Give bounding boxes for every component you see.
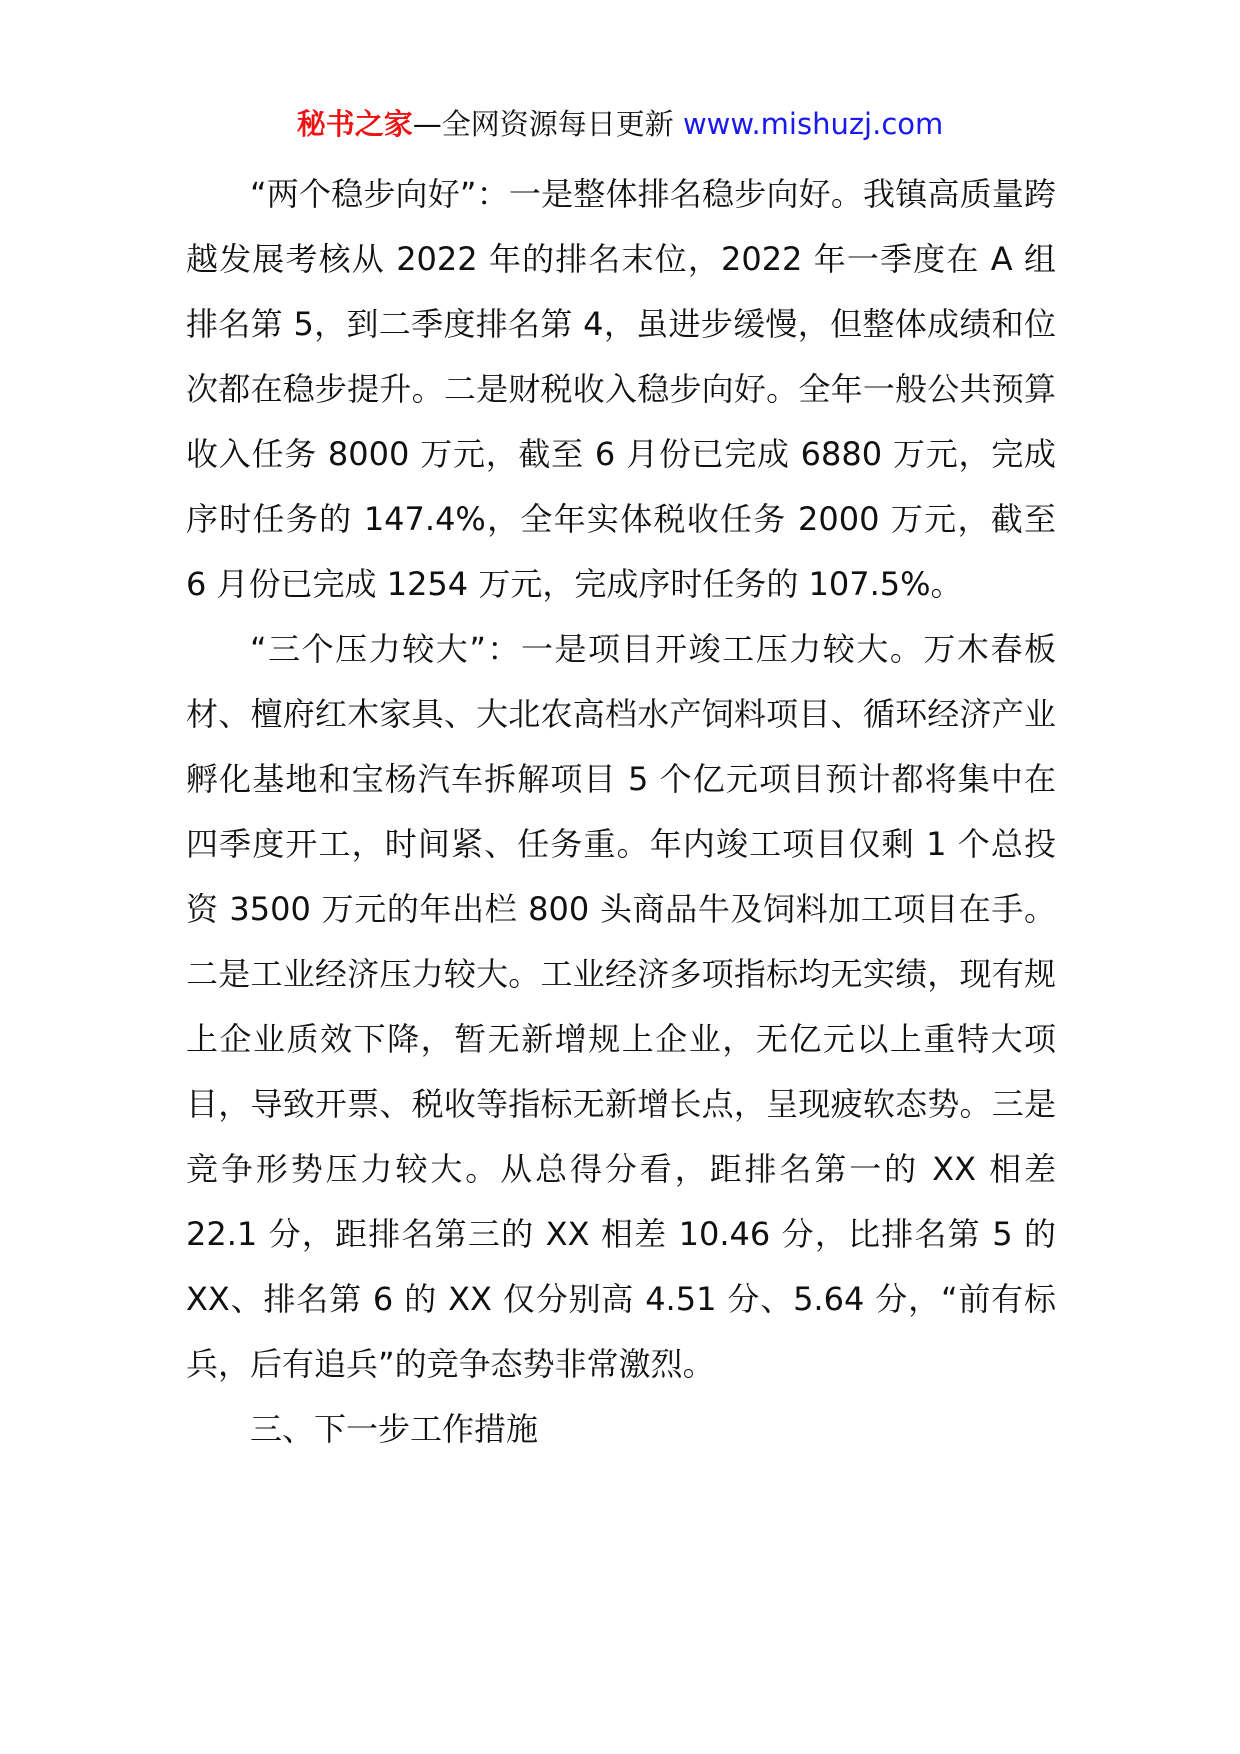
header-site-link[interactable]: www.mishuzj.com xyxy=(682,107,944,141)
header-brand: 秘书之家 xyxy=(296,107,413,141)
document-body xyxy=(186,162,1056,1462)
paragraph-three-pressures: “三个压力较大”：一是项目开竣工压力较大。万木春板材、檀府红木家具、大北农高档水产饲料项目、循环经济产业孵化基地和宝杨汽车拆解项目 5 个亿元项目预计都将集中在四季度开工，时间紧、任务重。年内竣工项目仅剩 1 个总投资 3500 万元的年出栏 800 头商品牛及饲料加工项目在手。二是工业经济压力较大。工业经济多项指标均无实绩，现有规上企业质效下降，暂无新增规上企业，无亿元以上重特大项目，导致开票、税收等指标无新增长点，呈现疲软态势。三是竞争形势压力较大。从总得分看，距排名第一的 XX 相差 22.1 分，距排名第三的 XX 相差 10.46 分，比排名第 5 的 XX、排名第 6 的 XX 仅分别高 4.51 分、5.64 分，“前有标兵，后有追兵”的竞争态势非常激烈。 xyxy=(186,630,1056,1383)
site-header xyxy=(0,106,1240,142)
header-slogan: —全网资源每日更新 xyxy=(412,107,674,141)
section-heading: 三、下一步工作措施 xyxy=(250,1410,539,1448)
paragraph-two-improvements: “两个稳步向好”：一是整体排名稳步向好。我镇高质量跨越发展考核从 2022 年的排名末位，2022 年一季度在 A 组排名第 5，到二季度排名第 4，虽进步缓慢，但整体成绩和位次都在稳步提升。二是财税收入稳步向好。全年一般公共预算收入任务 8000 万元，截至 6 月份已完成 6880 万元，完成序时任务的 147.4%，全年实体税收任务 2000 万元，截至 6 月份已完成 1254 万元，完成序时任务的 107.5%。 xyxy=(186,175,1056,603)
